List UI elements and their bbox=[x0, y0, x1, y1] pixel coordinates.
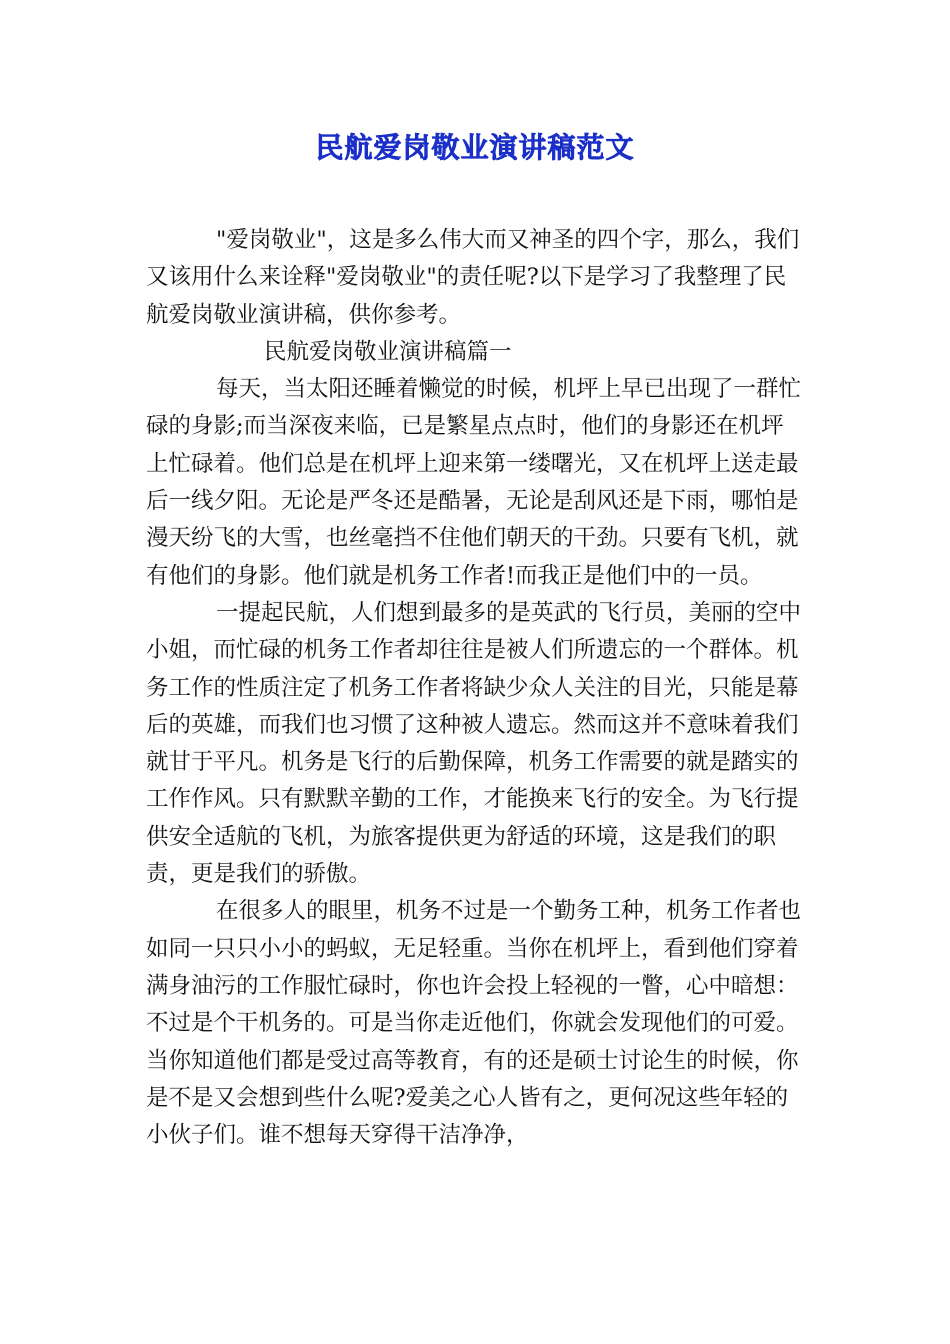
document-body bbox=[146, 222, 806, 1154]
body-paragraph: 每天，当太阳还睡着懒觉的时候，机坪上早已出现了一群忙碌的身影;而当深夜来临，已是繁星点点时，他们的身影还在机坪上忙碌着。他们总是在机坪上迎来第一缕曙光，又在机坪上送走最后一线夕阳。无论是严冬还是酷暑，无论是刮风还是下雨，哪怕是漫天纷飞的大雪，也丝毫挡不住他们朝天的干劲。只要有飞机，就有他们的身影。他们就是机务工作者!而我正是他们中的一员。 bbox=[146, 376, 802, 589]
body-paragraph: 在很多人的眼里，机务不过是一个勤务工种，机务工作者也如同一只只小小的蚂蚁，无足轻重。当你在机坪上，看到他们穿着满身油污的工作服忙碌时，你也许会投上轻视的一瞥，心中暗想：不过是个干机务的。可是当你走近他们，你就会发现他们的可爱。当你知道他们都是受过高等教育，有的还是硕士讨论生的时候，你是不是又会想到些什么呢?爱美之心人皆有之，更何况这些年轻的小伙子们。谁不想每天穿得干洁净净， bbox=[146, 898, 802, 1149]
document-title: 民航爱岗敬业演讲稿范文 bbox=[315, 131, 635, 164]
intro-paragraph: "爱岗敬业"，这是多么伟大而又神圣的四个字，那么，我们又该用什么来诠释"爱岗敬业"的责任呢?以下是学习了我整理了民航爱岗敬业演讲稿，供你参考。 bbox=[146, 227, 800, 328]
body-paragraph: 一提起民航，人们想到最多的是英武的飞行员，美丽的空中小姐，而忙碌的机务工作者却往往是被人们所遗忘的一个群体。机务工作的性质注定了机务工作者将缺少众人关注的目光，只能是幕后的英雄，而我们也习惯了这种被人遗忘。然而这并不意味着我们就甘于平凡。机务是飞行的后勤保障，机务工作需要的就是踏实的工作作风。只有默默辛勤的工作，才能换来飞行的安全。为飞行提供安全适航的飞机，为旅客提供更为舒适的环境，这是我们的职责，更是我们的骄傲。 bbox=[146, 599, 802, 888]
section-heading: 民航爱岗敬业演讲稿篇一 bbox=[264, 338, 512, 365]
